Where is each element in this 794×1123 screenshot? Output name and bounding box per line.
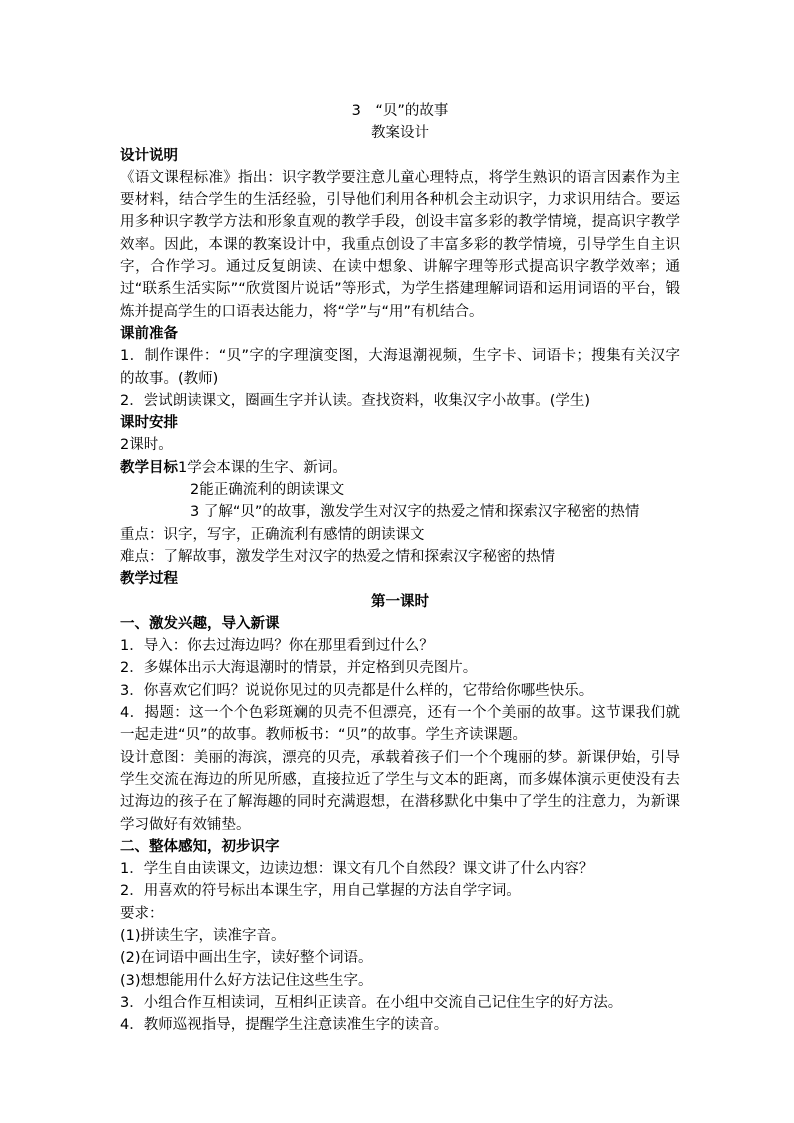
section-2-item-3: 3．小组合作互相读词，互相纠正读音。在小组中交流自己记住生字的好方法。: [120, 994, 623, 1011]
design-intent: 设计意图：美丽的海滨，漂亮的贝壳，承载着孩子们一个个瑰丽的梦。新课伊始，引导学生交流在海边的所见所感，直接拉近了学生与文本的距离，而多媒体演示更使没有去过海边的孩子在了解海趣的同时充满遐想，在潜移默化中集中了学生的注意力，为新课学习做好有效铺垫。: [120, 749, 680, 833]
requirement-2: (2)在词语中画出生字，读好整个词语。: [120, 950, 373, 967]
requirement-1: (1)拼读生字，读准字音。: [120, 927, 286, 944]
key-point: 重点：识字，写字，正确流利有感情的朗读课文: [120, 526, 425, 543]
section-2-heading: 二、整体感知，初步识字: [120, 838, 280, 855]
goal-item-2: 2能正确流利的朗读课文: [190, 482, 345, 499]
prep-item-1: 1．制作课件：“贝”字的字理演变图，大海退潮视频，生字卡、词语卡；搜集有关汉字的故事。(教师): [120, 348, 680, 387]
section-1-item-1: 1．导入：你去过海边吗？你在那里看到过什么？: [120, 638, 434, 655]
schedule-heading: 课时安排: [120, 415, 178, 432]
section-2-item-1: 1．学生自由读课文，边读边想：课文有几个自然段？课文讲了什么内容？: [120, 861, 594, 878]
section-1-item-2: 2．多媒体出示大海退潮时的情景，并定格到贝壳图片。: [120, 660, 478, 677]
lesson-title: 3 “贝”的故事: [351, 103, 449, 119]
difficulty: 难点：了解故事，激发学生对汉字的热爱之情和探索汉字秘密的热情: [120, 548, 555, 565]
schedule-value: 2课时。: [120, 437, 173, 454]
requirement-3: (3)想想能用什么好方法记住这些生字。: [120, 972, 373, 989]
document-subtitle: 教案设计: [371, 125, 429, 142]
section-2-item-4: 4．教师巡视指导，提醒学生注意读准生字的读音。: [120, 1017, 449, 1034]
design-heading: 设计说明: [120, 147, 178, 164]
goal-item-3: 3 了解“贝”的故事，激发学生对汉字的热爱之情和探索汉字秘密的热情: [190, 504, 640, 521]
section-1-item-3: 3．你喜欢它们吗？说说你见过的贝壳都是什么样的，它带给你哪些快乐。: [120, 682, 594, 699]
goals-row-1: [120, 457, 680, 479]
section-1-heading: 一、激发兴趣，导入新课: [120, 615, 280, 632]
goal-item-1: 1学会本课的生字、新词。: [178, 459, 347, 476]
process-heading: 教学过程: [120, 571, 178, 588]
prep-heading: 课前准备: [120, 325, 178, 342]
prep-item-2: 2．尝试朗读课文，圈画生字并认读。查找资料，收集汉字小故事。(学生): [120, 392, 591, 409]
document-page: [120, 100, 680, 1036]
section-1-item-4: 4．揭题：这一个个色彩斑斓的贝壳不但漂亮，还有一个个美丽的故事。这节课我们就一起走进“贝”的故事。教师板书：“贝”的故事。学生齐读课题。: [120, 705, 680, 744]
section-2-item-2: 2．用喜欢的符号标出本课生字，用自己掌握的方法自学字词。: [120, 883, 521, 900]
lesson-period-title: 第一课时: [371, 593, 429, 610]
design-body: 《语文课程标准》指出：识字教学要注意儿童心理特点，将学生熟识的语言因素作为主要材料，结合学生的生活经验，引导他们利用各种机会主动识字，力求识用结合。要运用多种识字教学方法和形象直观的教学手段，创设丰富多彩的教学情境，提高识字教学效率。因此，本课的教案设计中，我重点创设了丰富多彩的教学情境，引导学生自主识字，合作学习。通过反复朗读、在读中想象、讲解字理等形式提高识字教学效率；通过“联系生活实际”“欣赏图片说话”等形式，为学生搭建理解词语和运用词语的平台，锻炼并提高学生的口语表达能力，将“学”与“用”有机结合。: [120, 169, 680, 320]
requirements-label: 要求：: [120, 905, 164, 922]
goals-label: 教学目标: [120, 459, 178, 476]
